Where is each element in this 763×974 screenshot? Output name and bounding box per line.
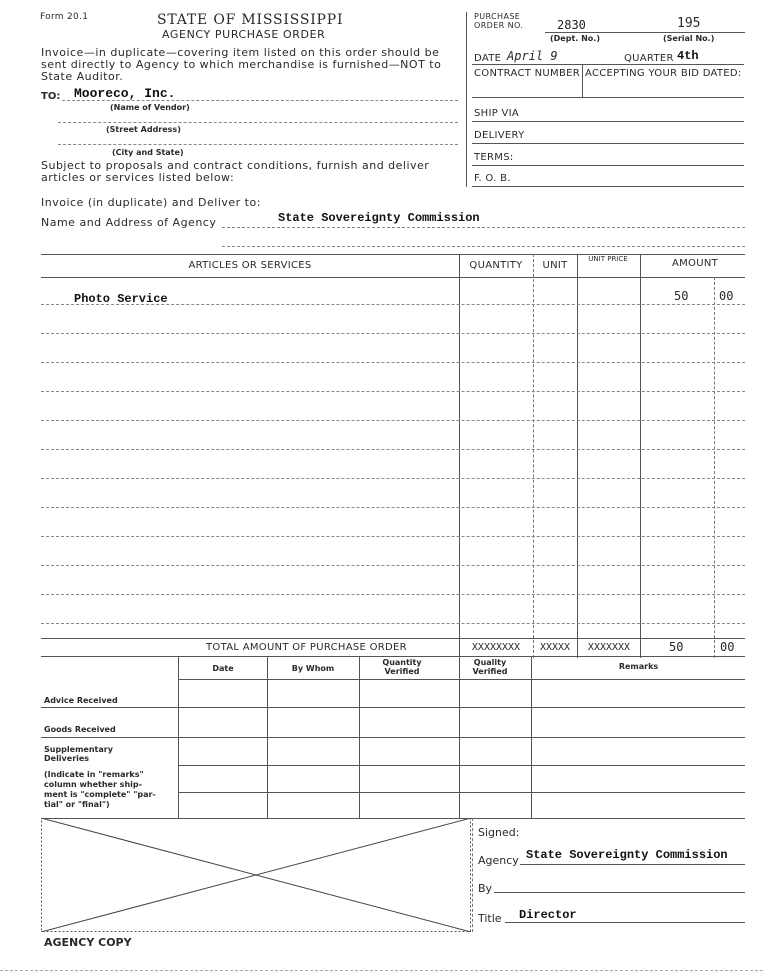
agency-line-2 <box>222 246 745 247</box>
title-sign-line <box>505 922 745 923</box>
page-bottom-edge <box>0 970 763 971</box>
table-row <box>41 478 745 479</box>
by-label: By <box>478 882 493 895</box>
receipt-header-date: Date <box>212 664 234 673</box>
date-line <box>472 64 744 65</box>
total-dollars: 50 <box>669 640 684 654</box>
form-number: Form 20.1 <box>40 12 89 22</box>
vendor-name: Mooreco, Inc. <box>74 86 176 101</box>
serial-number: 195 <box>677 16 701 31</box>
state-title: STATE OF MISSISSIPPI <box>157 12 344 28</box>
col-divider-cents <box>714 277 715 658</box>
total-row-top <box>41 638 745 639</box>
by-sign-line <box>494 892 745 893</box>
vendor-name-line <box>62 100 458 101</box>
row-advice-received: Advice Received <box>44 696 118 705</box>
quarter-value: 4th <box>677 49 699 63</box>
item-amount-cents: 00 <box>719 289 734 303</box>
delivery-line <box>472 143 744 144</box>
ship-via-label: SHIP VIA <box>474 108 520 119</box>
total-quantity-x: XXXXXXXX <box>471 642 521 653</box>
date-value: April 9 <box>507 49 558 63</box>
table-row <box>41 362 745 363</box>
table-row <box>41 565 745 566</box>
header-quantity: QUANTITY <box>469 260 523 271</box>
receipt-row-line <box>178 792 745 793</box>
col-divider-unit-price <box>577 254 578 658</box>
fob-label: F. O. B. <box>474 173 511 184</box>
table-row <box>41 623 745 624</box>
po-label: PURCHASE ORDER NO. <box>474 12 524 30</box>
item-article: Photo Service <box>74 292 168 306</box>
form-title: AGENCY PURCHASE ORDER <box>162 28 326 41</box>
agency-sign-line <box>520 864 745 865</box>
po-number-line <box>545 32 745 33</box>
to-label: TO: <box>41 91 61 102</box>
agency-name: State Sovereignty Commission <box>278 211 480 225</box>
col-divider-unit <box>533 254 534 658</box>
receipt-header-quality-verified: Quality Verified <box>472 658 508 676</box>
terms-line <box>472 165 744 166</box>
date-label: DATE <box>474 53 502 64</box>
receipt-row-line <box>41 737 745 738</box>
total-unit-price-x: XXXXXXX <box>587 642 631 653</box>
accepting-bid-label: ACCEPTING YOUR BID DATED: <box>585 68 742 79</box>
total-unit-x: XXXXX <box>539 642 571 653</box>
table-row <box>41 333 745 334</box>
vendor-name-caption: (Name of Vendor) <box>110 103 190 112</box>
signed-label: Signed: <box>478 826 520 839</box>
agency-line <box>222 227 745 228</box>
subject-line-2: articles or services listed below: <box>41 171 235 184</box>
row-goods-received: Goods Received <box>44 725 116 734</box>
terms-label: TERMS: <box>474 152 514 163</box>
table-row <box>41 420 745 421</box>
header-articles: ARTICLES OR SERVICES <box>188 260 312 271</box>
dept-caption: (Dept. No.) <box>550 34 600 43</box>
fob-line <box>472 186 744 187</box>
ship-via-line <box>472 121 744 122</box>
contract-line <box>472 97 744 98</box>
receipt-header-quantity-verified: Quantity Verified <box>382 658 422 676</box>
header-amount: AMOUNT <box>671 258 719 269</box>
dept-number: 2830 <box>557 18 586 32</box>
header-unit: UNIT <box>542 260 568 271</box>
instruction-line-1: Invoice—in duplicate—covering item listed on this order should be <box>41 46 440 59</box>
total-label: TOTAL AMOUNT OF PURCHASE ORDER <box>206 642 407 653</box>
instruction-line-2: sent directly to Agency to which merchandise is furnished—NOT to <box>41 58 442 71</box>
signature-title: Director <box>519 908 577 922</box>
agency-label: Agency <box>478 854 519 867</box>
items-table-bottom <box>41 656 745 657</box>
signature-agency: State Sovereignty Commission <box>526 848 728 862</box>
title-label: Title <box>478 912 502 925</box>
contract-number-label: CONTRACT NUMBER <box>474 68 580 79</box>
receipt-header-line <box>178 679 745 680</box>
quarter-label: QUARTER <box>624 53 674 64</box>
instruction-line-3: State Auditor. <box>41 70 124 83</box>
receipt-header-remarks: Remarks <box>618 662 659 671</box>
receipt-header-bywhom: By Whom <box>291 664 335 673</box>
agency-copy-label: AGENCY COPY <box>44 936 132 949</box>
serial-caption: (Serial No.) <box>663 34 715 43</box>
header-unit-price: UNIT PRICE <box>588 255 628 263</box>
table-row <box>41 536 745 537</box>
street-line <box>58 122 458 123</box>
table-row <box>41 304 745 305</box>
deliver-to-line-1: Invoice (in duplicate) and Deliver to: <box>41 196 261 209</box>
street-caption: (Street Address) <box>106 125 181 134</box>
contract-divider <box>582 64 583 98</box>
crossed-out-box <box>41 818 471 932</box>
row-supplementary-deliveries: Supplementary Deliveries <box>44 745 113 763</box>
subject-line-1: Subject to proposals and contract conditions, furnish and deliver <box>41 159 430 172</box>
table-row <box>41 391 745 392</box>
item-amount-dollars: 50 <box>674 289 689 303</box>
signature-divider <box>472 818 473 932</box>
receipt-row-line <box>178 765 745 766</box>
city-line <box>58 144 458 145</box>
col-divider-amount <box>640 254 641 658</box>
table-row <box>41 594 745 595</box>
table-row <box>41 507 745 508</box>
col-divider-quantity <box>459 254 460 658</box>
table-row <box>41 449 745 450</box>
deliver-to-line-2: Name and Address of Agency <box>41 216 217 229</box>
row-shipment-note: (Indicate in "remarks" column whether ship- ment is "complete" "par- tial" or "final") <box>44 770 156 809</box>
delivery-label: DELIVERY <box>474 130 525 141</box>
total-cents: 00 <box>720 640 735 654</box>
header-divider <box>466 12 467 187</box>
city-caption: (City and State) <box>112 148 184 157</box>
receipt-row-line <box>41 707 745 708</box>
